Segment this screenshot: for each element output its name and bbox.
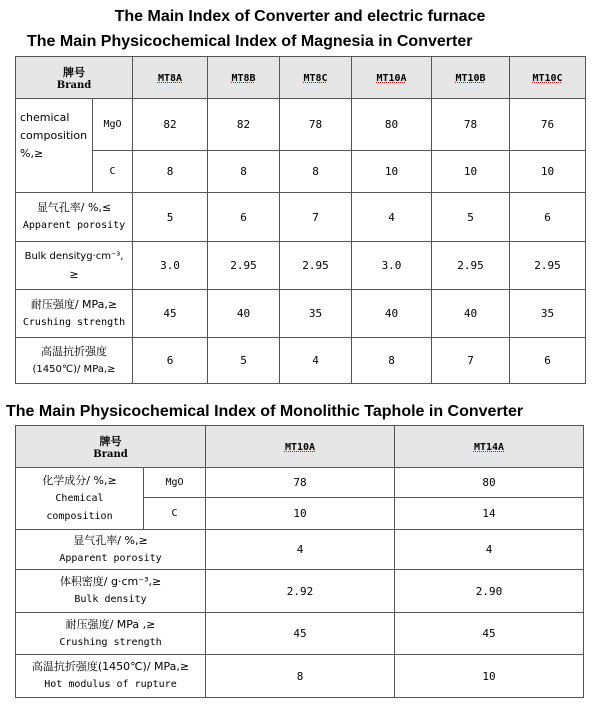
page-title: The Main Index of Converter and electric furnace bbox=[114, 8, 486, 25]
hot-modulus-value: 5 bbox=[208, 338, 280, 384]
c-value: 10 bbox=[432, 151, 510, 193]
bulk-density-value: 2.95 bbox=[208, 242, 280, 290]
c-value: 8 bbox=[280, 151, 352, 193]
hot-modulus-label: 高温抗折强度 (1450℃)/ MPa,≥ bbox=[16, 338, 133, 384]
table-row bbox=[16, 468, 584, 498]
table-row bbox=[16, 338, 586, 384]
brand-cn: 牌号 bbox=[99, 435, 122, 448]
crushing-strength-value: 40 bbox=[432, 290, 510, 338]
crushing-strength-value: 45 bbox=[395, 613, 584, 655]
bulk-density-value: 3.0 bbox=[133, 242, 208, 290]
c-value: 8 bbox=[208, 151, 280, 193]
magnesia-table-title: The Main Physicochemical Index of Magnesia in Converter bbox=[27, 33, 473, 50]
mgo-value: 78 bbox=[280, 99, 352, 151]
c-value: 8 bbox=[133, 151, 208, 193]
brand-header bbox=[16, 57, 133, 99]
table-row bbox=[16, 290, 586, 338]
mgo-value: 78 bbox=[432, 99, 510, 151]
brand-en: Brand bbox=[56, 80, 92, 91]
porosity-value: 6 bbox=[510, 193, 586, 242]
grade-header: MT10C bbox=[510, 57, 586, 99]
hot-modulus-value: 4 bbox=[280, 338, 352, 384]
mgo-value: 80 bbox=[352, 99, 432, 151]
table-row bbox=[16, 570, 584, 613]
taphole-table bbox=[15, 425, 584, 698]
table-row bbox=[16, 530, 584, 570]
grade-header: MT8A bbox=[133, 57, 208, 99]
c-label: C bbox=[93, 151, 133, 193]
grade-header: MT10A bbox=[206, 426, 395, 468]
hot-modulus-label: 高温抗折强度(1450℃)/ MPa,≥ Hot modulus of rupture bbox=[16, 655, 206, 698]
mgo-value: 82 bbox=[133, 99, 208, 151]
mgo-label: MgO bbox=[93, 99, 133, 151]
c-value: 10 bbox=[206, 498, 395, 530]
table-row bbox=[16, 426, 584, 468]
c-label: C bbox=[144, 498, 206, 530]
hot-modulus-value: 8 bbox=[206, 655, 395, 698]
hot-modulus-value: 6 bbox=[510, 338, 586, 384]
magnesia-table bbox=[15, 56, 586, 384]
grade-header: MT8C bbox=[280, 57, 352, 99]
bulk-density-value: 2.92 bbox=[206, 570, 395, 613]
grade-header: MT14A bbox=[395, 426, 584, 468]
crushing-strength-value: 40 bbox=[352, 290, 432, 338]
porosity-value: 6 bbox=[208, 193, 280, 242]
grade-header: MT10B bbox=[432, 57, 510, 99]
crushing-strength-value: 45 bbox=[206, 613, 395, 655]
hot-modulus-value: 6 bbox=[133, 338, 208, 384]
c-value: 14 bbox=[395, 498, 584, 530]
porosity-value: 4 bbox=[395, 530, 584, 570]
porosity-value: 5 bbox=[133, 193, 208, 242]
bulk-density-value: 2.95 bbox=[280, 242, 352, 290]
brand-cn: 牌号 bbox=[63, 66, 85, 79]
taphole-table-title: The Main Physicochemical Index of Monolithic Taphole in Converter bbox=[6, 403, 524, 420]
table-row bbox=[16, 655, 584, 698]
crushing-strength-label: 耐压强度/ MPa,≥ Crushing strength bbox=[16, 290, 133, 338]
crushing-strength-value: 45 bbox=[133, 290, 208, 338]
grade-header: MT8B bbox=[208, 57, 280, 99]
mgo-value: 80 bbox=[395, 468, 584, 498]
crushing-strength-label: 耐压强度/ MPa ,≥ Crushing strength bbox=[16, 613, 206, 655]
porosity-value: 7 bbox=[280, 193, 352, 242]
hot-modulus-value: 7 bbox=[432, 338, 510, 384]
porosity-value: 5 bbox=[432, 193, 510, 242]
hot-modulus-value: 8 bbox=[352, 338, 432, 384]
bulk-density-value: 2.90 bbox=[395, 570, 584, 613]
mgo-value: 76 bbox=[510, 99, 586, 151]
table-row bbox=[16, 193, 586, 242]
bulk-density-value: 2.95 bbox=[510, 242, 586, 290]
chemical-composition-label: 化学成分/ %,≥ Chemical composition bbox=[16, 468, 144, 530]
table-row bbox=[16, 151, 586, 193]
porosity-value: 4 bbox=[206, 530, 395, 570]
bulk-density-value: 3.0 bbox=[352, 242, 432, 290]
grade-header: MT10A bbox=[352, 57, 432, 99]
table-row bbox=[16, 613, 584, 655]
brand-header bbox=[16, 426, 206, 468]
crushing-strength-value: 35 bbox=[280, 290, 352, 338]
table-row bbox=[16, 242, 586, 290]
porosity-value: 4 bbox=[352, 193, 432, 242]
mgo-value: 78 bbox=[206, 468, 395, 498]
mgo-label: MgO bbox=[144, 468, 206, 498]
bulk-density-value: 2.95 bbox=[432, 242, 510, 290]
porosity-label: 显气孔率/ %,≥ Apparent porosity bbox=[16, 530, 206, 570]
chemical-composition-label: chemical composition %,≥ bbox=[16, 99, 93, 193]
porosity-label: 显气孔率/ %,≤ Apparent porosity bbox=[16, 193, 133, 242]
c-value: 10 bbox=[352, 151, 432, 193]
mgo-value: 82 bbox=[208, 99, 280, 151]
brand-en: Brand bbox=[93, 449, 128, 460]
bulk-density-label: 体积密度/ g·cm⁻³,≥ Bulk density bbox=[16, 570, 206, 613]
table-row bbox=[16, 99, 586, 151]
hot-modulus-value: 10 bbox=[395, 655, 584, 698]
table-row bbox=[16, 57, 586, 99]
crushing-strength-value: 35 bbox=[510, 290, 586, 338]
c-value: 10 bbox=[510, 151, 586, 193]
crushing-strength-value: 40 bbox=[208, 290, 280, 338]
bulk-density-label: Bulk densityg·cm⁻³, ≥ bbox=[16, 242, 133, 290]
